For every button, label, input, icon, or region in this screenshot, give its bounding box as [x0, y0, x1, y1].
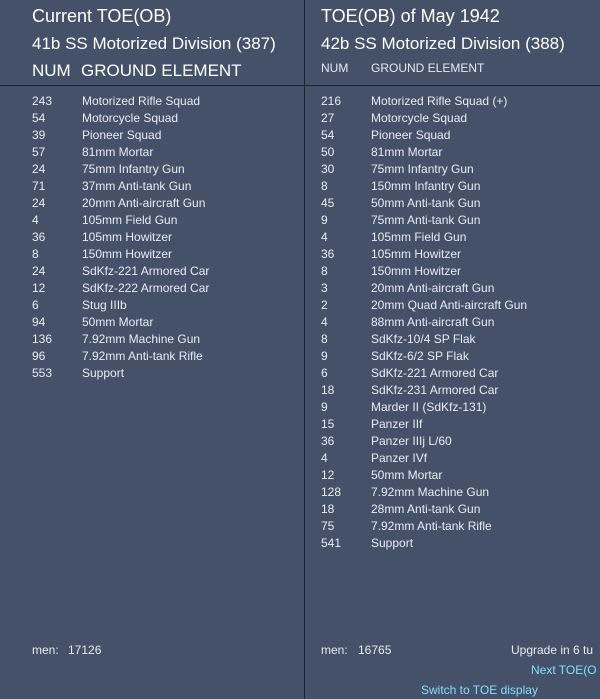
- list-item: 8 SdKfz-10/4 SP Flak: [321, 332, 476, 346]
- list-item: 9 Marder II (SdKfz-131): [321, 400, 487, 414]
- list-item: 128 7.92mm Machine Gun: [321, 485, 490, 499]
- list-item: 8 150mm Howitzer: [32, 247, 173, 261]
- list-item: 12 50mm Mortar: [321, 468, 443, 482]
- list-item: 54 Motorcycle Squad: [32, 111, 179, 125]
- target-men-label: men:: [321, 643, 348, 657]
- list-item: 94 50mm Mortar: [32, 315, 154, 329]
- list-item: 24 20mm Anti-aircraft Gun: [32, 196, 206, 210]
- list-item: 4 105mm Field Gun: [32, 213, 178, 227]
- list-item: 18 SdKfz-231 Armored Car: [321, 383, 499, 397]
- list-item: 3 20mm Anti-aircraft Gun: [321, 281, 495, 295]
- current-men-label: men:: [32, 643, 59, 657]
- list-item: 15 Panzer IIf: [321, 417, 423, 431]
- list-item: 553 Support: [32, 366, 125, 380]
- list-item: 27 Motorcycle Squad: [321, 111, 468, 125]
- target-num-header: NUM: [321, 61, 349, 75]
- list-item: 4 Panzer IVf: [321, 451, 428, 465]
- list-item: 243 Motorized Rifle Squad: [32, 94, 201, 108]
- list-item: 36 105mm Howitzer: [321, 247, 462, 261]
- list-item: 71 37mm Anti-tank Gun: [32, 179, 192, 193]
- list-item: 57 81mm Mortar: [32, 145, 154, 159]
- list-item: 24 SdKfz-221 Armored Car: [32, 264, 210, 278]
- current-men-value: 17126: [68, 643, 102, 657]
- list-item: 8 150mm Howitzer: [321, 264, 462, 278]
- current-num-header: NUM: [32, 61, 71, 80]
- list-item: 18 28mm Anti-tank Gun: [321, 502, 481, 516]
- list-item: 136 7.92mm Machine Gun: [32, 332, 201, 346]
- current-element-header: GROUND ELEMENT: [81, 61, 242, 80]
- list-item: 2 20mm Quad Anti-aircraft Gun: [321, 298, 528, 312]
- list-item: 24 75mm Infantry Gun: [32, 162, 185, 176]
- list-item: 45 50mm Anti-tank Gun: [321, 196, 481, 210]
- list-item: 50 81mm Mortar: [321, 145, 443, 159]
- list-item: 216 Motorized Rifle Squad (+): [321, 94, 508, 108]
- target-unit-name: 42b SS Motorized Division (388): [321, 34, 565, 53]
- target-element-header: GROUND ELEMENT: [371, 61, 485, 75]
- list-item: 39 Pioneer Squad: [32, 128, 162, 142]
- list-item: 9 75mm Anti-tank Gun: [321, 213, 481, 227]
- current-unit-name: 41b SS Motorized Division (387): [32, 34, 276, 53]
- list-item: 8 150mm Infantry Gun: [321, 179, 481, 193]
- list-item: 36 Panzer IIIj L/60: [321, 434, 452, 448]
- list-item: 30 75mm Infantry Gun: [321, 162, 474, 176]
- current-toe-title: Current TOE(OB): [32, 6, 172, 26]
- list-item: 36 105mm Howitzer: [32, 230, 173, 244]
- switch-to-toe-display-link[interactable]: Switch to TOE display: [421, 683, 538, 697]
- list-item: 12 SdKfz-222 Armored Car: [32, 281, 210, 295]
- list-item: 96 7.92mm Anti-tank Rifle: [32, 349, 203, 363]
- list-item: 9 SdKfz-6/2 SP Flak: [321, 349, 469, 363]
- next-toe-link[interactable]: Next TOE(O: [531, 663, 597, 677]
- list-item: 6 Stug IIIb: [32, 298, 127, 312]
- list-item: 541 Support: [321, 536, 414, 550]
- list-item: 75 7.92mm Anti-tank Rifle: [321, 519, 492, 533]
- list-item: 4 88mm Anti-aircraft Gun: [321, 315, 495, 329]
- list-item: 54 Pioneer Squad: [321, 128, 451, 142]
- target-element-list: [321, 93, 599, 552]
- header-divider: [0, 85, 600, 86]
- column-divider: [304, 0, 305, 699]
- list-item: 6 SdKfz-221 Armored Car: [321, 366, 499, 380]
- upgrade-status: Upgrade in 6 tu: [511, 643, 594, 657]
- target-men-value: 16765: [358, 643, 392, 657]
- list-item: 4 105mm Field Gun: [321, 230, 467, 244]
- target-toe-title: TOE(OB) of May 1942: [321, 6, 500, 26]
- current-element-list: [32, 93, 302, 382]
